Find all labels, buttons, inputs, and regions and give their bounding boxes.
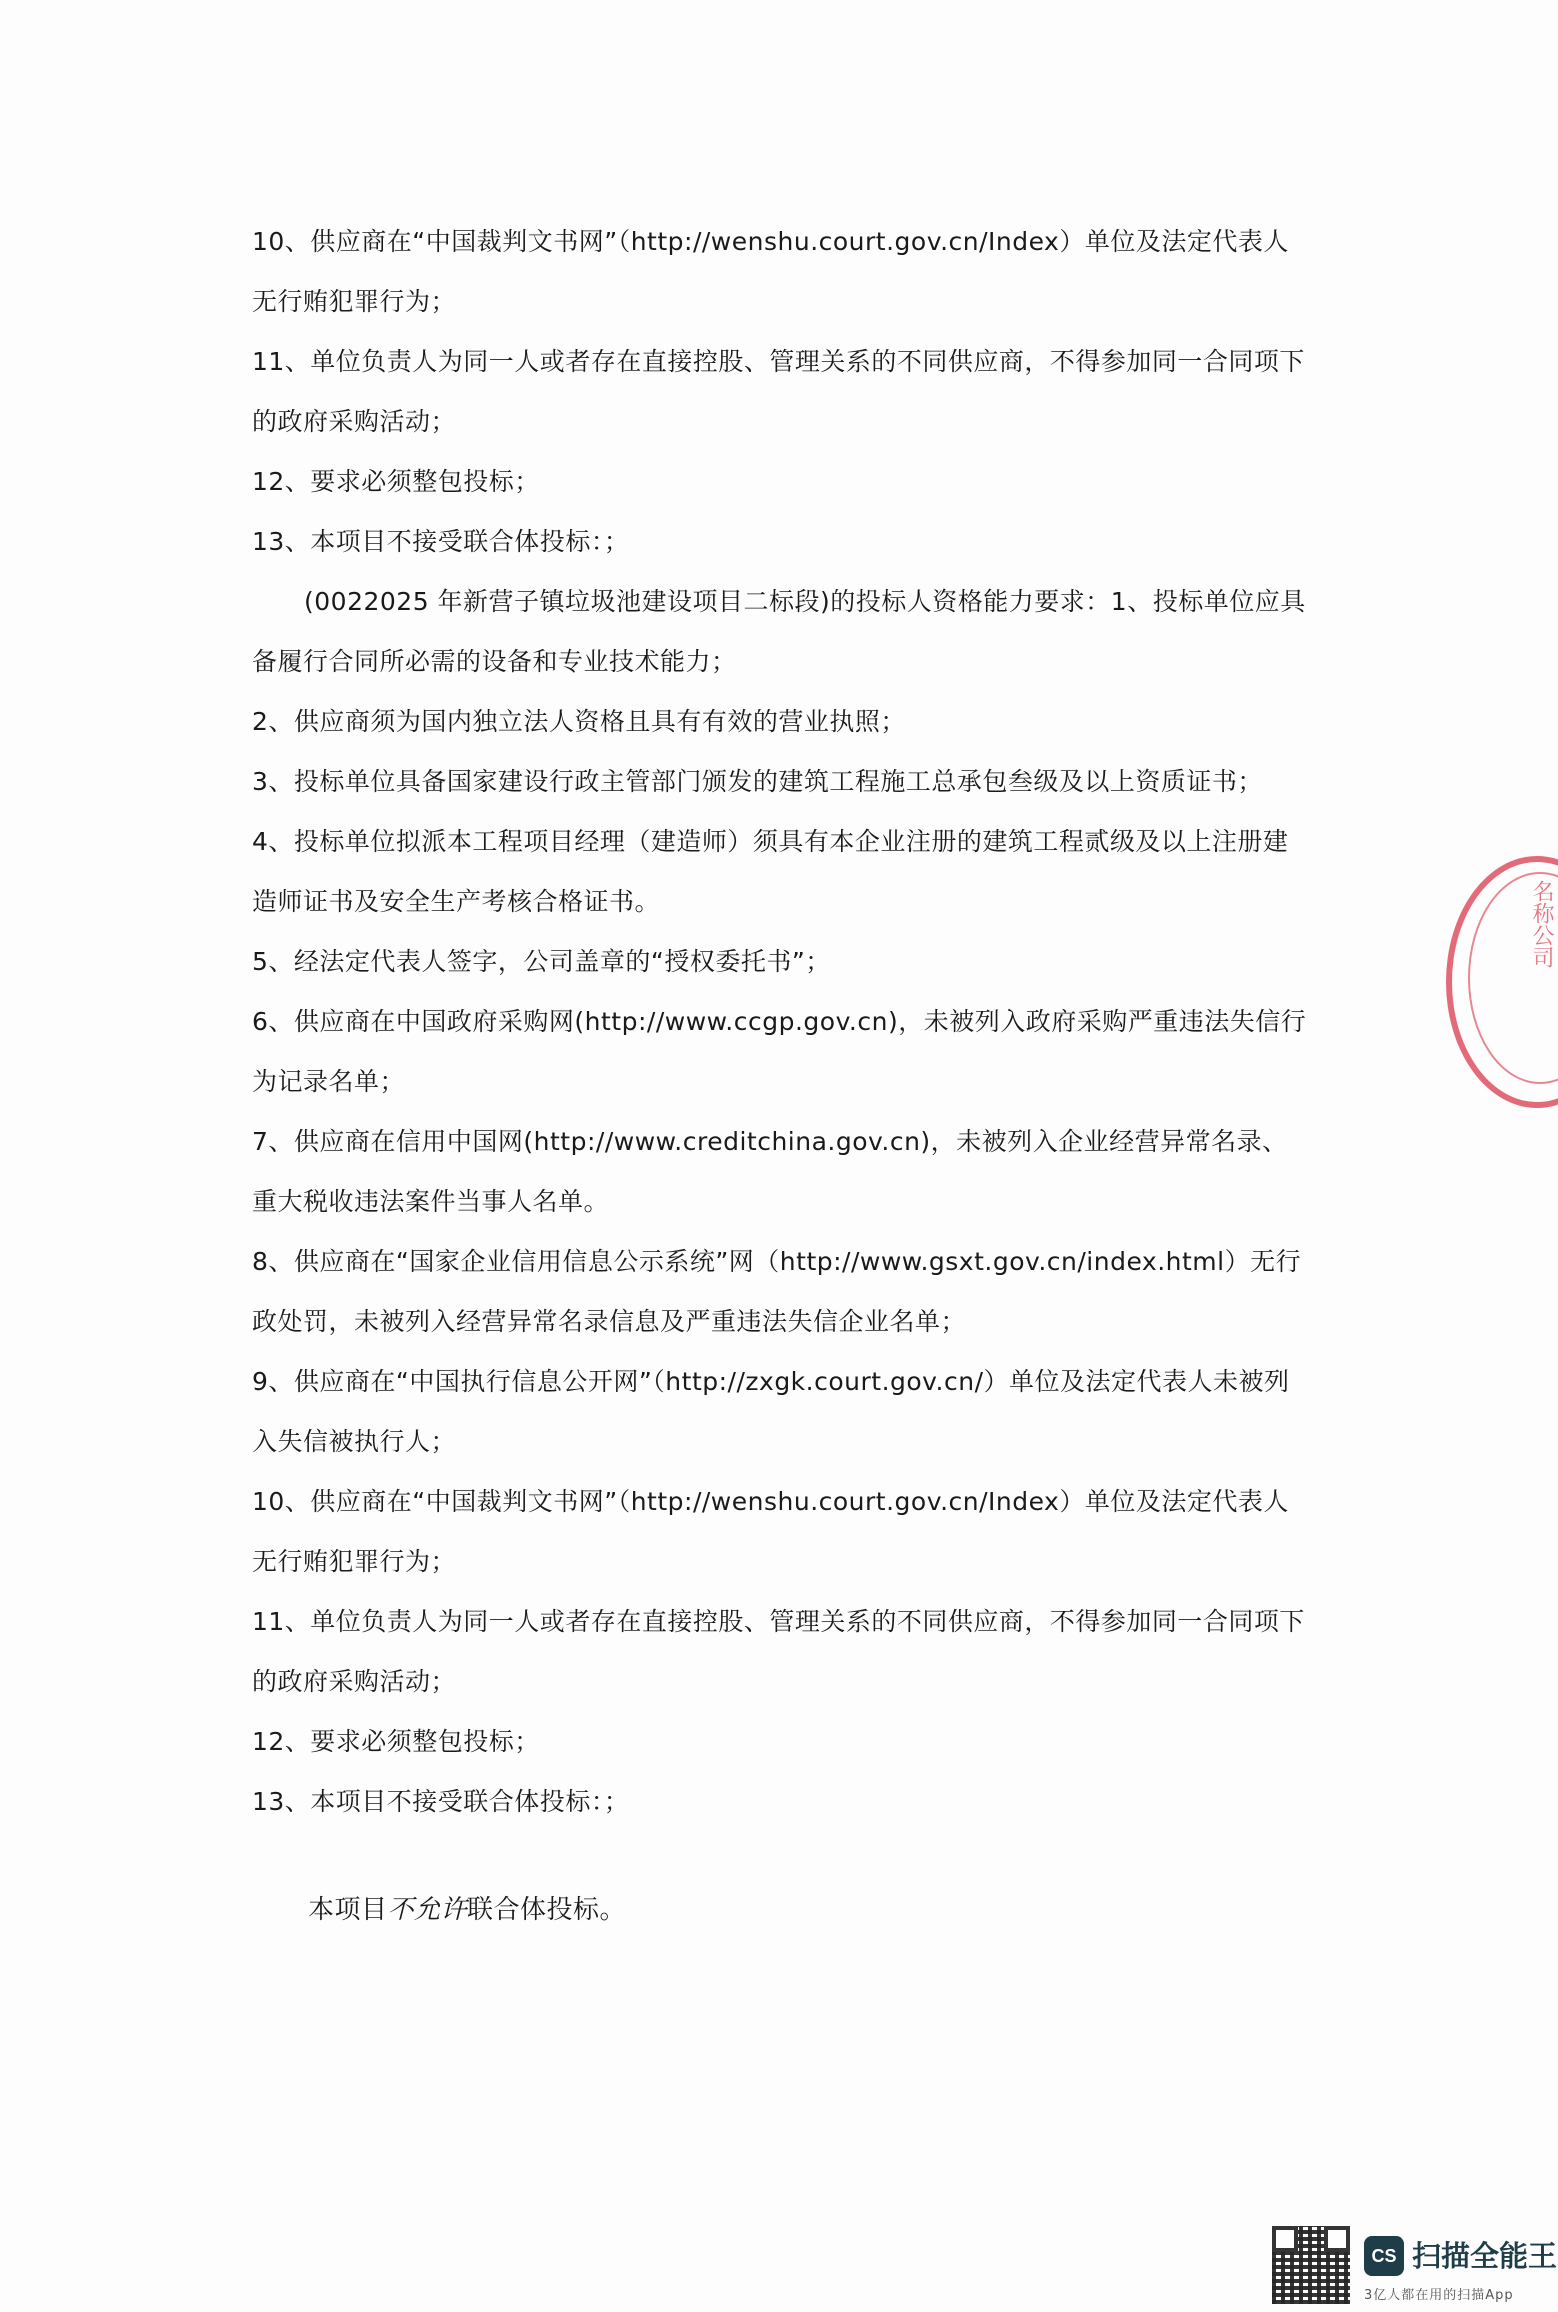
final-note-prefix: 本项目 — [308, 1895, 388, 1925]
paragraph: 8、供应商在“国家企业信用信息公示系统”网（http://www.gsxt.gov.cn/index.html）无行政处罚，未被列入经营异常名录信息及严重违法失信企业名单； — [252, 1247, 1302, 1336]
scanner-app-slogan: 3亿人都在用的扫描App — [1364, 2288, 1514, 2303]
paragraph: (0022025 年新营子镇垃圾池建设项目二标段)的投标人资格能力要求：1、投标单位应具备履行合同所必需的设备和专业技术能力； — [252, 587, 1306, 676]
paragraph: 5、经法定代表人签字，公司盖章的“授权委托书”； — [252, 947, 831, 976]
paragraph: 4、投标单位拟派本工程项目经理（建造师）须具有本企业注册的建筑工程贰级及以上注册建造师证书及安全生产考核合格证书。 — [252, 827, 1289, 916]
paragraph: 3、投标单位具备国家建设行政主管部门颁发的建筑工程施工总承包叁级及以上资质证书； — [252, 767, 1263, 796]
final-note-handwritten: 不允许 — [387, 1895, 468, 1925]
paragraph: 12、要求必须整包投标； — [252, 1727, 540, 1756]
scanner-watermark — [1272, 2226, 1558, 2312]
paragraph: 6、供应商在中国政府采购网(http://www.ccgp.gov.cn)，未被列入政府采购严重违法失信行为记录名单； — [252, 1007, 1307, 1096]
paragraph: 9、供应商在“中国执行信息公开网”（http://zxgk.court.gov.cn/）单位及法定代表人未被列入失信被执行人； — [252, 1367, 1290, 1456]
paragraph: 10、供应商在“中国裁判文书网”（http://wenshu.court.gov.cn/Index）单位及法定代表人无行贿犯罪行为； — [252, 1487, 1289, 1576]
final-note-suffix: 联合体投标。 — [467, 1895, 627, 1925]
paragraph: 10、供应商在“中国裁判文书网”（http://wenshu.court.gov.cn/Index）单位及法定代表人无行贿犯罪行为； — [252, 227, 1289, 316]
paragraph: 11、单位负责人为同一人或者存在直接控股、管理关系的不同供应商，不得参加同一合同项下的政府采购活动； — [252, 1607, 1305, 1696]
paragraph: 7、供应商在信用中国网(http://www.creditchina.gov.cn)，未被列入企业经营异常名录、重大税收违法案件当事人名单。 — [252, 1127, 1288, 1216]
paragraph: 13、本项目不接受联合体投标：； — [252, 527, 630, 556]
red-seal-text: 名称公司 — [1529, 880, 1554, 968]
paragraph: 2、供应商须为国内独立法人资格且具有有效的营业执照； — [252, 707, 906, 736]
cs-logo-icon: CS — [1364, 2236, 1404, 2276]
qr-code-icon — [1272, 2226, 1350, 2304]
final-note — [308, 1880, 626, 1940]
document-body — [252, 212, 1312, 1832]
scanner-app-name: 扫描全能王 — [1412, 2239, 1558, 2273]
paragraph: 12、要求必须整包投标； — [252, 467, 540, 496]
paragraph: 13、本项目不接受联合体投标：； — [252, 1787, 630, 1816]
paragraph: 11、单位负责人为同一人或者存在直接控股、管理关系的不同供应商，不得参加同一合同项下的政府采购活动； — [252, 347, 1305, 436]
